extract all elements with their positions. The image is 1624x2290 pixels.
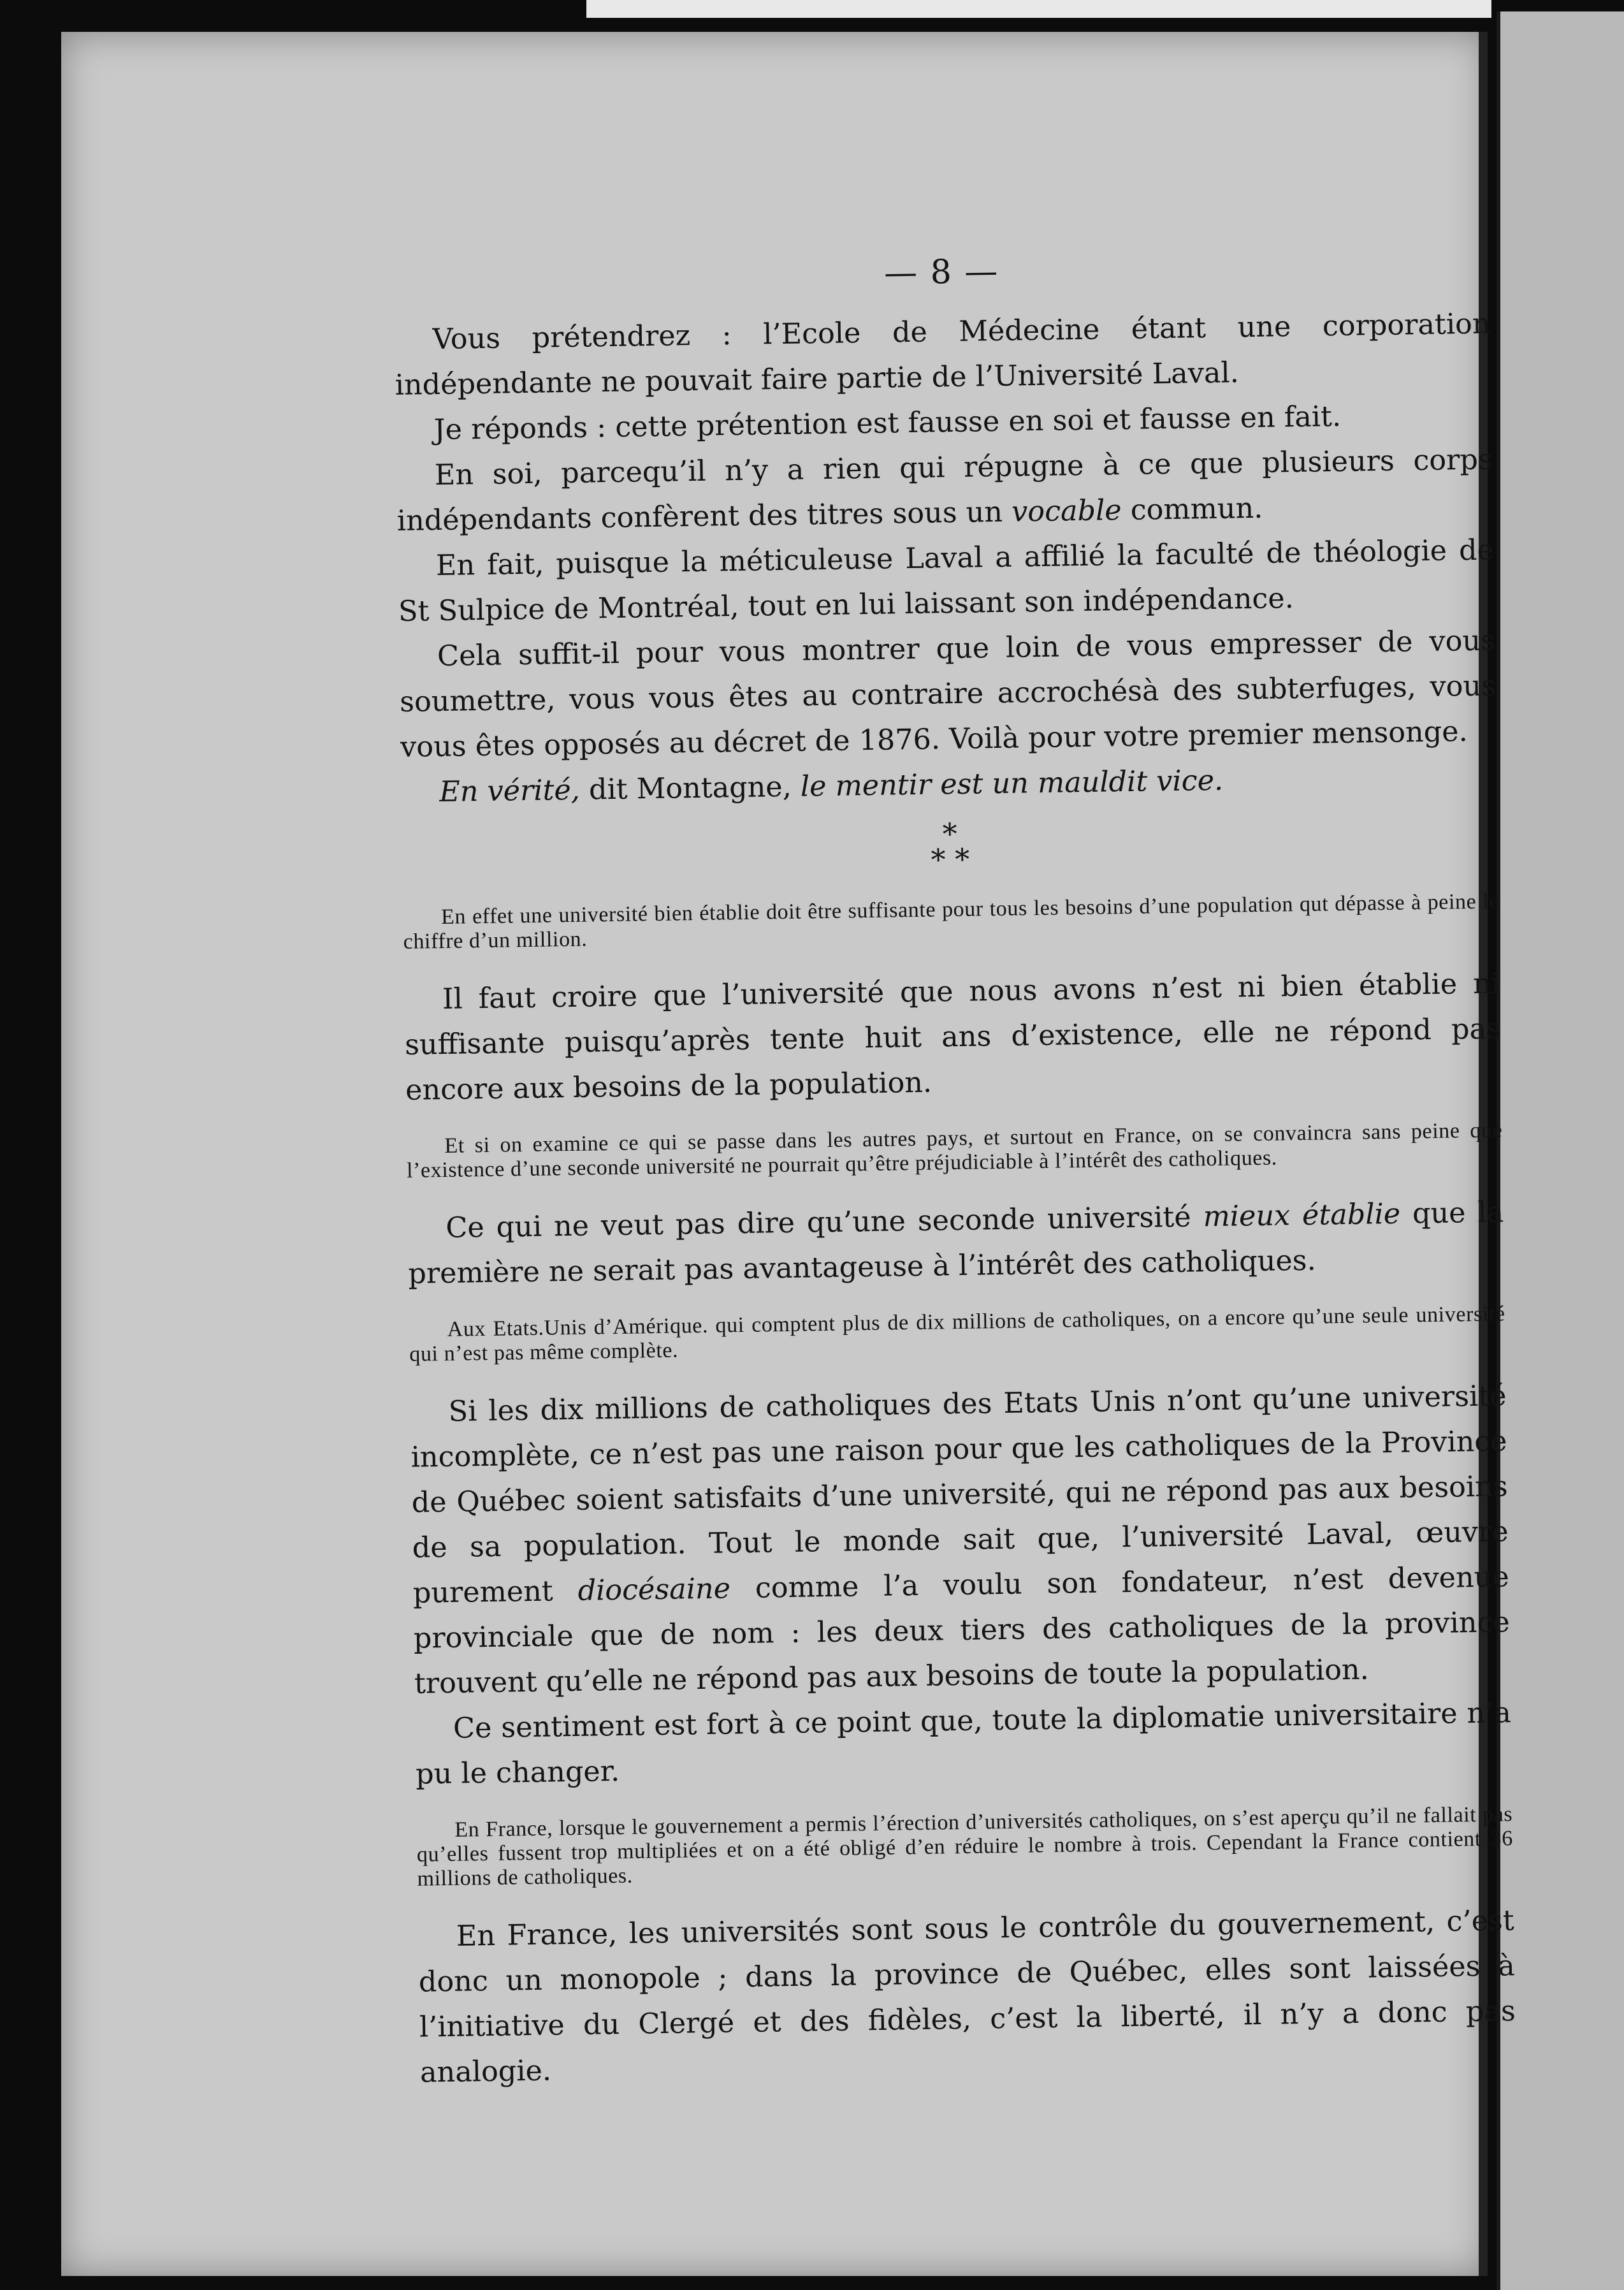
quoted-note-other-countries: Et si on examine ce qui se passe dans les autres pays, et surtout en France, on se convaincra sans peine que l’existence d’une seconde université ne pourrait qu’être préjudiciable à l’intérêt des catholiques.	[406, 1118, 1503, 1183]
italic-quote: le mentir est un mauldit vice.	[800, 764, 1224, 803]
paragraph-in-fact: En fait, puisque la méticuleuse Laval a affilié la faculté de théologie de St Sulpice de Montréal, tout en lui laissant son indépendance.	[398, 534, 1495, 628]
paragraph-text: Si les dix millions de catholiques des Etats Unis n’ont qu’une université incomplète, ce n’est pas une raison pour que les catholiques de la Province de Québec soient satisfaits d’une université, qui ne répond pas aux besoins de sa population. Tout le monde sait que, l’université Laval, œuvre purement	[410, 1380, 1509, 1610]
paragraph-text: En soi, parcequ’il n’y a rien qui répugne à ce que plusieurs corps indépendants confèrent des titres sous un	[396, 443, 1493, 537]
scan-top-edge	[586, 0, 1491, 18]
quoted-note-france: En France, lorsque le gouvernement a permis l’érection d’universités catholiques, on s’est aperçu qu’il ne fallait pas qu’elles fussent trop multipliées et on a été obligé d’en réduire le nombre à trois. Cependant la France contient 36 millions de catholiques.	[416, 1802, 1514, 1891]
paragraph-claim: Vous prétendrez : l’Ecole de Médecine étant une corporation indépendante ne pouvait faire partie de l’Université Laval.	[395, 307, 1491, 402]
paragraph-text: que la première ne serait pas avantageuse à l’intérêt des catholiques.	[408, 1196, 1504, 1290]
asterism-top: *	[942, 816, 958, 852]
paragraph-text: Ce qui ne veut pas dire qu’une seconde université	[446, 1200, 1203, 1244]
asterism-bottom: * *	[931, 842, 970, 877]
page-text-block	[393, 207, 1517, 2135]
paragraph-text: dit Montagne,	[579, 770, 801, 806]
quoted-note-population: En effet une université bien établie doit être suffisante pour tous les besoins d’une population qut dépasse à peine le chiffre d’un million.	[403, 889, 1500, 954]
quoted-note-united-states: Aux Etats.Unis d’Amérique. qui comptent plus de dix millions de catholiques, on a encore qu’une seule université qui n’est pas même complète.	[409, 1302, 1505, 1366]
document-page	[61, 32, 1516, 2276]
paragraph-text: commun.	[1121, 492, 1263, 527]
adjacent-page-edge	[1497, 11, 1624, 2290]
section-asterism	[402, 813, 1498, 880]
paragraph-second-university	[407, 1190, 1505, 1297]
paragraph-quebec-province	[410, 1373, 1511, 1706]
paragraph-diplomacy: Ce sentiment est fort à ce point que, toute la diplomatie universitaire n’a pu le changer.	[415, 1696, 1512, 1791]
italic-term: vocable	[1011, 494, 1122, 529]
italic-phrase: mieux établie	[1203, 1197, 1401, 1234]
paragraph-text: comme l’a voulu son fondateur, n’est devenue provinciale que de nom : les deux tiers des catholiques de la province trouvent qu’elle ne répond pas aux besoins de toute la population.	[413, 1561, 1511, 1700]
paragraph-response: Je réponds : cette prétention est fausse en soi et fausse en fait.	[433, 400, 1342, 447]
paragraph-france-monopoly: En France, les universités sont sous le contrôle du gouvernement, c’est donc un monopole ; dans la province de Québec, elles sont laissées à l’initiative du Clergé et des fidèles, c’est la liberté, il n’y a donc pas analogie.	[418, 1904, 1516, 2089]
paragraph-university-needs: Il faut croire que l’université que nous avons n’est ni bien établie ni suffisante puisqu’après tente huit ans d’existence, elle ne répond pas encore aux besoins de la population.	[404, 967, 1502, 1107]
italic-term: diocésaine	[577, 1572, 731, 1607]
page-number: — 8 —	[883, 252, 999, 293]
paragraph-in-principle	[396, 437, 1493, 544]
paragraph-first-lie: Cela suffit-il pour vous montrer que loin de vous empresser de vous soumettre, vous vous êtes au contraire accrochésà des subterfuges, vous vous êtes opposés au décret de 1876. Voilà pour votre premier mensonge.	[399, 624, 1497, 764]
italic-phrase: En vérité,	[439, 773, 581, 809]
